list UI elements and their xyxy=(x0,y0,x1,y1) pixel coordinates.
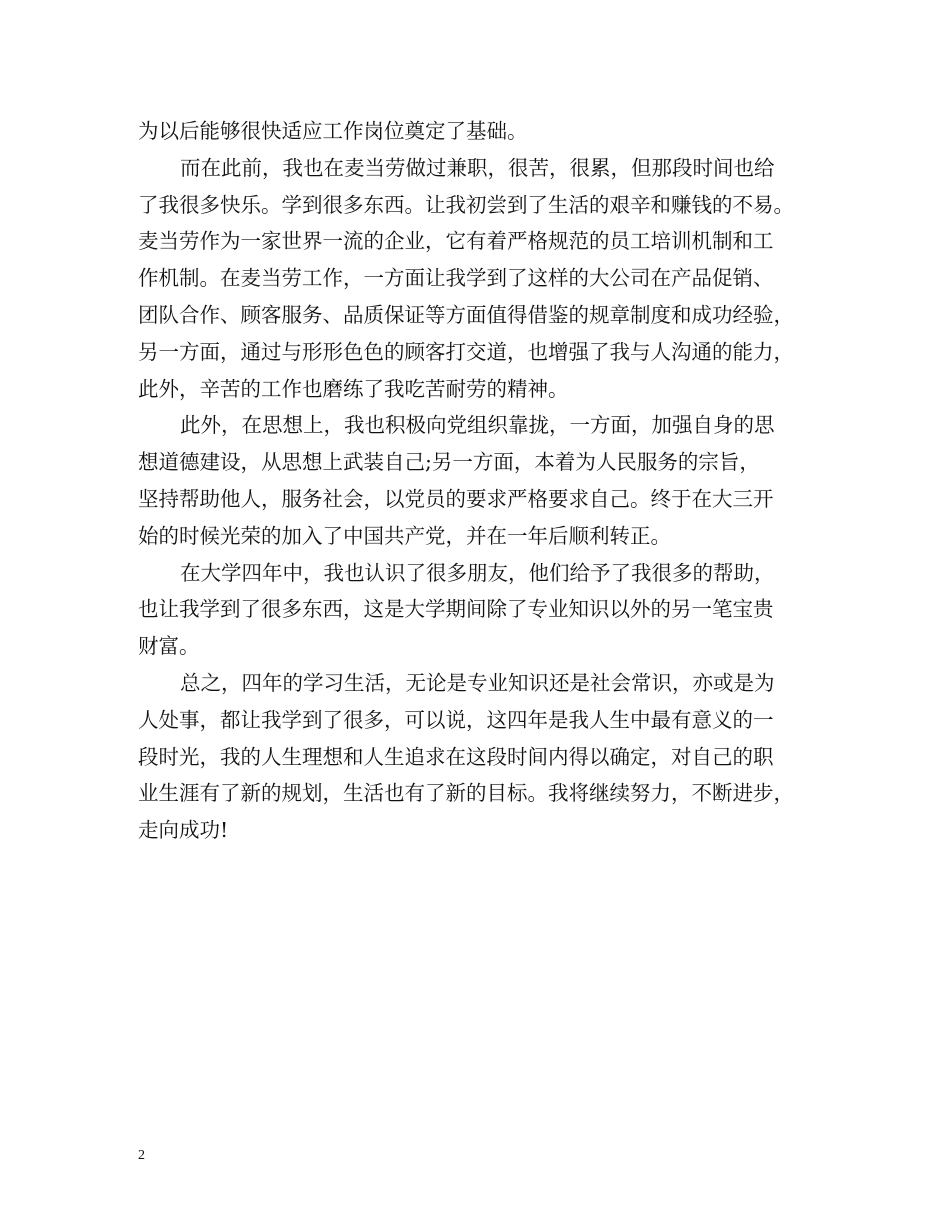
text-line: 财富。 xyxy=(138,634,200,659)
text-line: 坚持帮助他人，服务社会，以党员的要求严格要求自己。终于在大三开 xyxy=(138,486,774,511)
text-line: 麦当劳作为一家世界一流的企业，它有着严格规范的员工培训机制和工 xyxy=(138,229,774,254)
body-text xyxy=(138,113,828,849)
paragraph-start-line: 而在此前，我也在麦当劳做过兼职，很苦，很累，但那段时间也给 xyxy=(180,155,775,180)
paragraph-start-line: 此外，在思想上，我也积极向党组织靠拢，一方面，加强自身的思 xyxy=(180,413,775,438)
text-line: 作机制。在麦当劳工作，一方面让我学到了这样的大公司在产品促销、 xyxy=(138,266,774,291)
text-line: 团队合作、顾客服务、品质保证等方面值得借鉴的规章制度和成功经验， xyxy=(138,302,794,327)
text-line: 想道德建设，从思想上武装自己;另一方面，本着为人民服务的宗旨， xyxy=(138,450,760,475)
text-line: 业生涯有了新的规划，生活也有了新的目标。我将继续努力，不断进步， xyxy=(138,781,794,806)
text-line: 走向成功! xyxy=(138,818,229,843)
paragraph-start-line: 总之，四年的学习生活，无论是专业知识还是社会常识，亦或是为 xyxy=(180,670,775,695)
text-line: 了我很多快乐。学到很多东西。让我初尝到了生活的艰辛和赚钱的不易。 xyxy=(138,192,794,217)
paragraph-start-line: 在大学四年中，我也认识了很多朋友，他们给予了我很多的帮助， xyxy=(180,560,775,585)
page-number: 2 xyxy=(138,1148,145,1163)
text-line: 人处事，都让我学到了很多，可以说，这四年是我人生中最有意义的一 xyxy=(138,707,774,732)
text-line: 段时光，我的人生理想和人生追求在这段时间内得以确定，对自己的职 xyxy=(138,744,774,769)
text-line: 另一方面，通过与形形色色的顾客打交道，也增强了我与人沟通的能力， xyxy=(138,339,794,364)
text-line: 此外，辛苦的工作也磨练了我吃苦耐劳的精神。 xyxy=(138,376,569,401)
text-line: 为以后能够很快适应工作岗位奠定了基础。 xyxy=(138,119,528,143)
text-line: 始的时候光荣的加入了中国共产党，并在一年后顺利转正。 xyxy=(138,523,671,548)
text-line: 也让我学到了很多东西，这是大学期间除了专业知识以外的另一笔宝贵 xyxy=(138,597,774,622)
